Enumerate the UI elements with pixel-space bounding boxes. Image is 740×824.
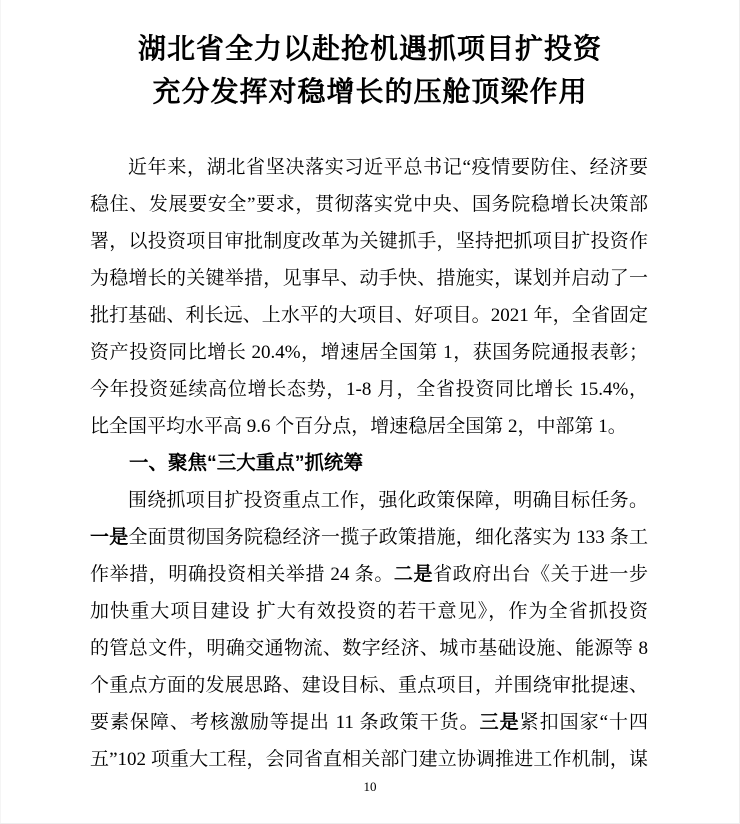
text-segment: 署，以投资项目审批制度改革为关键抓手，坚持把抓项目扩投资作 [90,231,648,252]
text-segment: 要素保障、考核激励等提出 11 条政策干货。 [90,712,480,733]
document-title-line-1: 湖北省全力以赴抢机遇抓项目扩投资 [137,34,602,65]
text-segment: 今年投资延续高位增长态势，1-8 月，全省投资同比增长 15.4%， [90,379,648,400]
text-segment: 资产投资同比增长 20.4%，增速居全国第 1，获国务院通报表彰； [90,342,648,363]
section-heading-line [90,445,648,482]
body-text-line [90,297,648,334]
body-text-line [90,371,648,408]
document-title-line-2: 充分发挥对稳增长的压舱顶梁作用 [152,77,588,108]
body-text-line [90,482,648,519]
document-body [90,149,648,778]
text-segment: 比全国平均水平高 9.6 个百分点，增速稳居全国第 2，中部第 1。 [90,416,627,437]
body-text-line [90,704,648,741]
text-segment: 省政府出台《关于进一步 [433,564,648,585]
document-title [0,28,740,114]
body-text-line [90,334,648,371]
body-text-line [90,593,648,630]
bold-text-segment: 一是 [90,527,129,548]
text-segment: 稳住、发展要安全”要求，贯彻落实党中央、国务院稳增长决策部 [90,194,648,215]
bold-text-segment: 二是 [393,564,434,585]
text-segment: 全面贯彻国务院稳经济一揽子政策措施，细化落实为 133 条工 [128,527,648,548]
text-segment: 近年来，湖北省坚决落实习近平总书记“疫情要防住、经济要 [128,157,648,178]
body-text-line [90,556,648,593]
text-segment: 个重点方面的发展思路、建设目标、重点项目，并围绕审批提速、 [90,675,648,696]
page-number: 10 [363,779,377,794]
text-segment: 作举措，明确投资相关举措 24 条。 [90,564,394,585]
bold-text-segment: 一、聚焦“三大重点”抓统筹 [129,452,364,474]
body-text-line [90,741,648,778]
bold-text-segment: 三是 [479,712,520,733]
body-text-line [90,408,648,445]
body-text-line [90,186,648,223]
body-text-line [90,630,648,667]
body-text-line [90,260,648,297]
text-segment: 围绕抓项目扩投资重点工作，强化政策保障，明确目标任务。 [128,490,648,511]
text-segment: 批打基础、利长远、上水平的大项目、好项目。2021 年，全省固定 [90,305,648,326]
text-segment: 加快重大项目建设 扩大有效投资的若干意见》，作为全省抓投资 [90,601,648,622]
text-segment: 为稳增长的关键举措，见事早、动手快、措施实，谋划并启动了一 [90,268,648,289]
body-text-line [90,223,648,260]
text-segment: 五”102 项重大工程，会同省直相关部门建立协调推进工作机制，谋 [90,749,648,770]
body-text-line [90,519,648,556]
body-text-line [90,149,648,186]
text-segment: 的管总文件，明确交通物流、数字经济、城市基础设施、能源等 8 [90,638,648,659]
text-segment: 紧扣国家“十四 [519,712,648,733]
body-text-line [90,667,648,704]
